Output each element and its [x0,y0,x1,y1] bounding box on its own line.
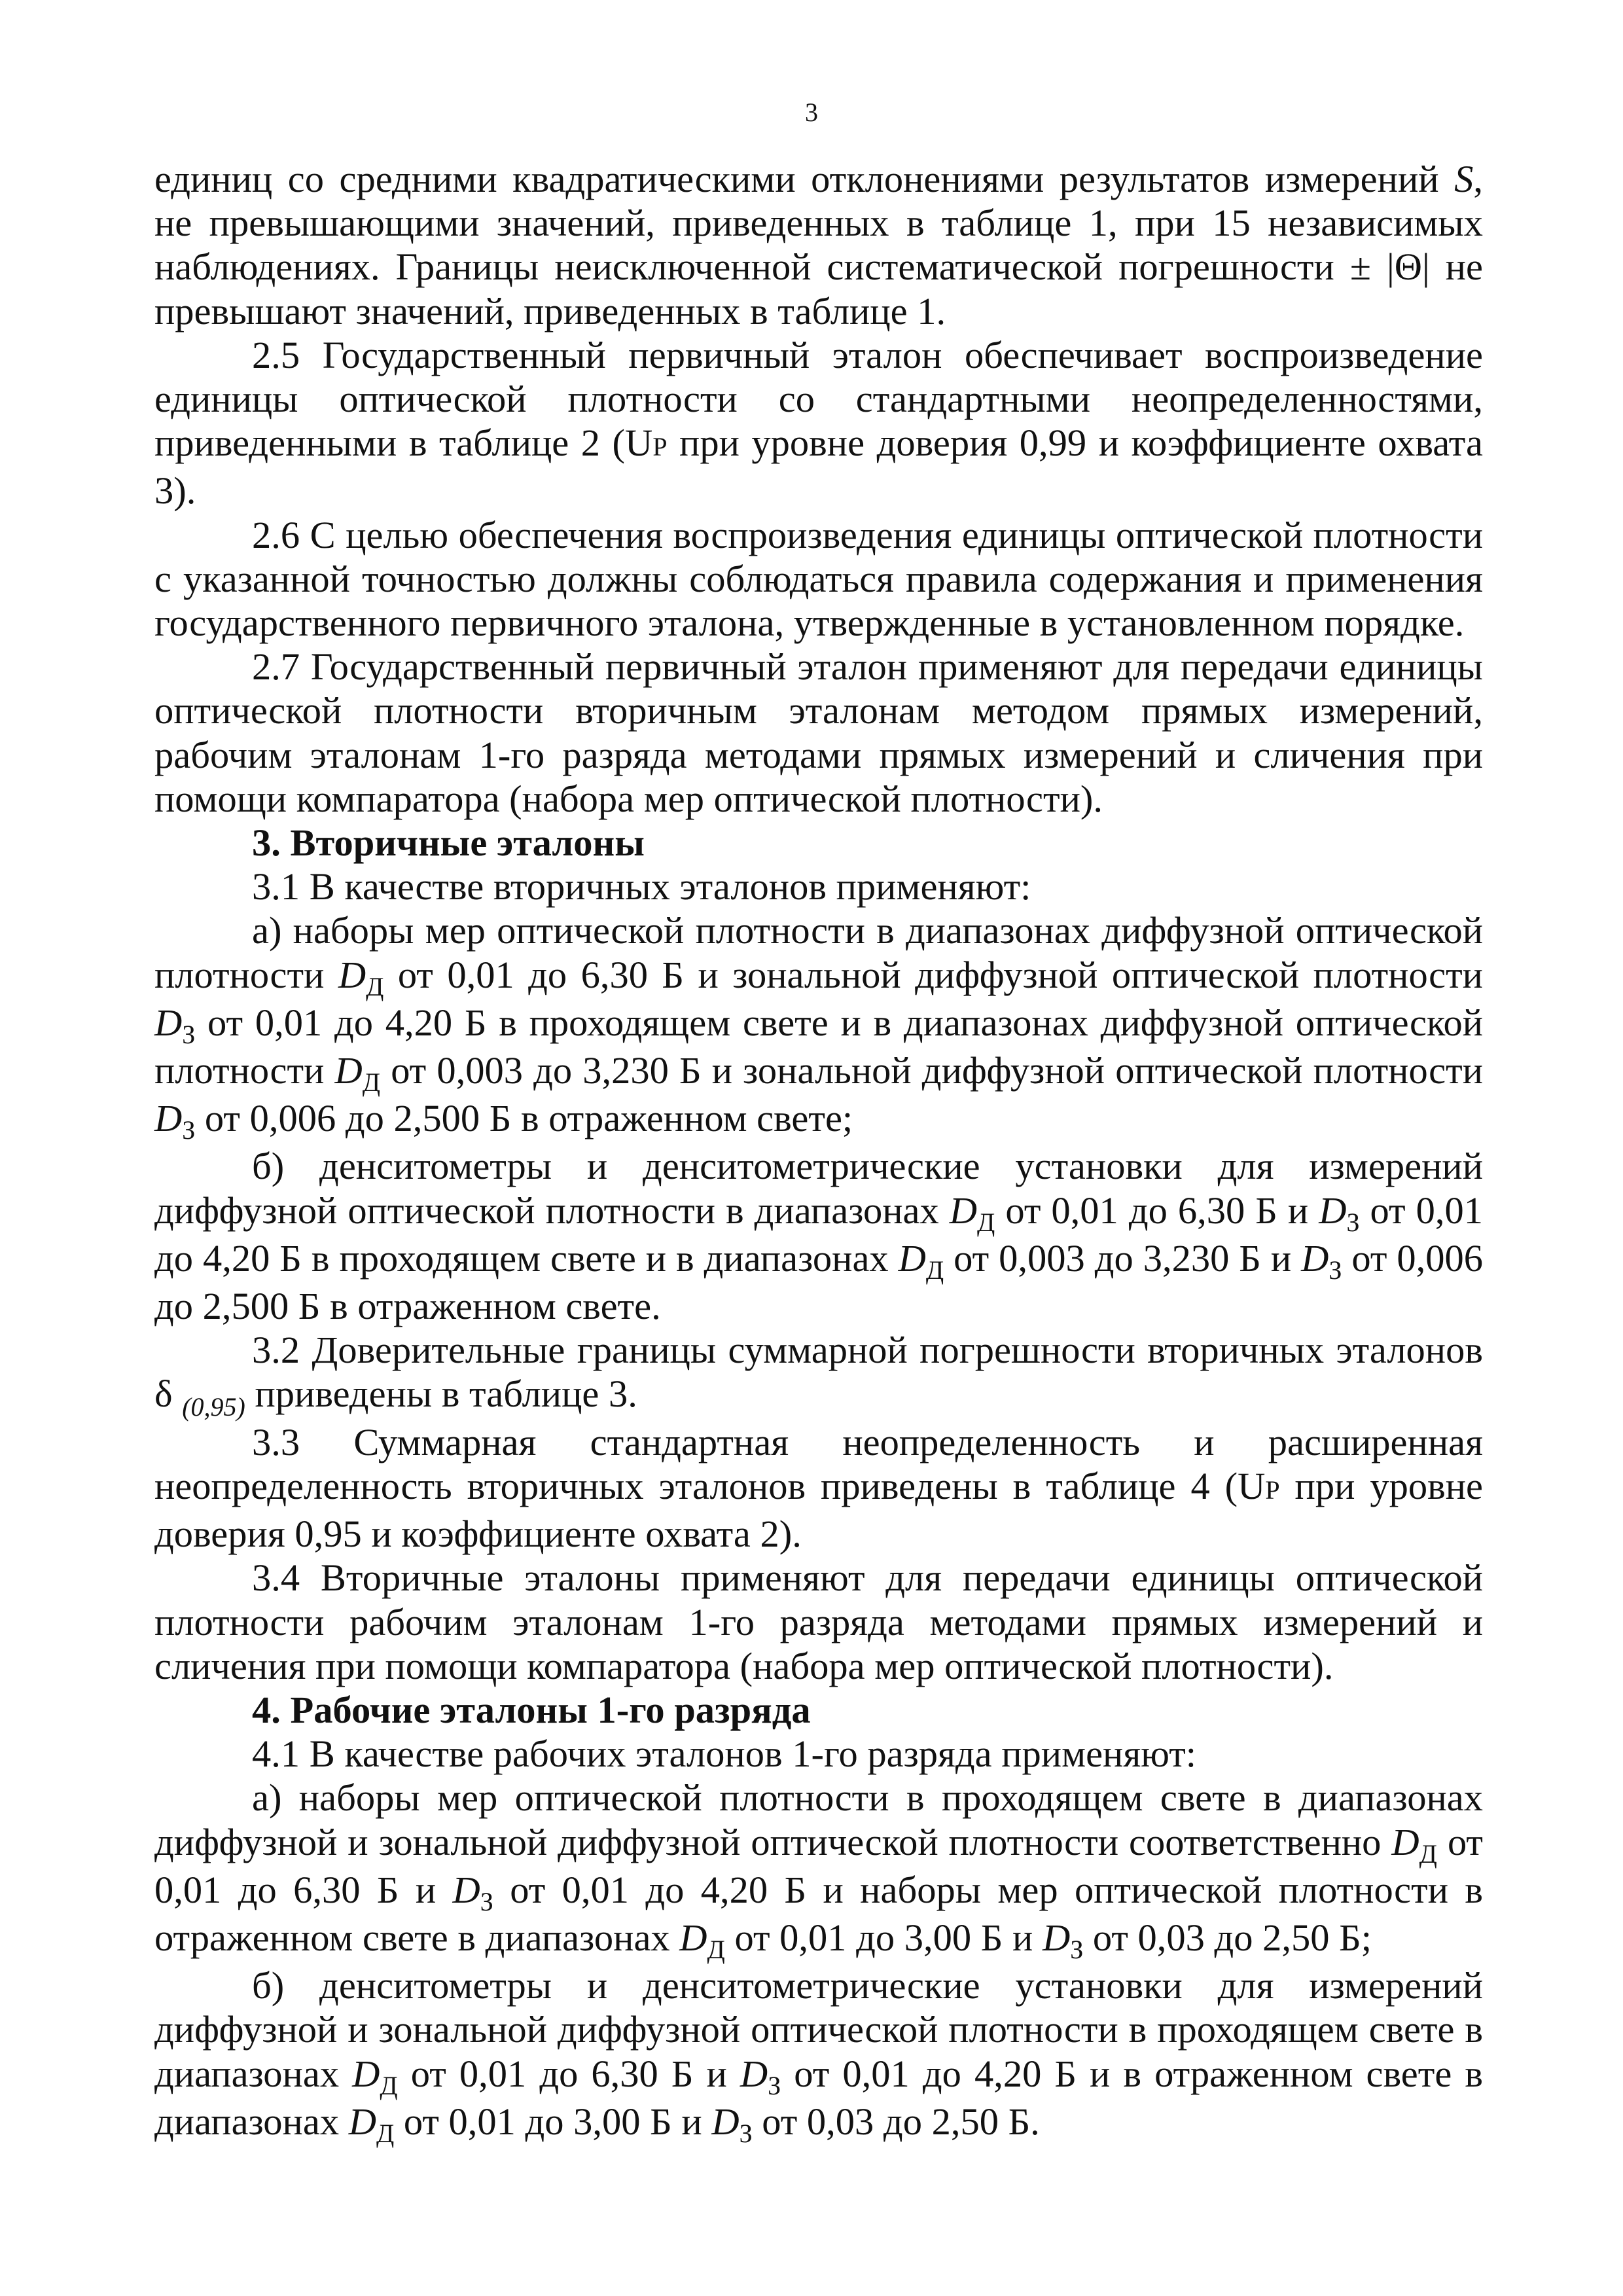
subscript: Д [366,971,384,1001]
symbol-d: D [1301,1236,1329,1280]
symbol-d: D [334,1049,363,1092]
subscript: Д [380,2070,398,2100]
symbol-u: U [625,422,653,465]
symbol-d: D [949,1189,978,1232]
paragraph-3-3 [154,1420,1483,1556]
text-fragment: от 0,01 до 3,00 Б и [394,2100,712,2143]
paragraph-4-1: 4.1 В качестве рабочих эталонов 1-го разряда применяют: [252,1732,1197,1776]
symbol-p-subscript: P [1265,1475,1280,1505]
subscript: Д [707,1934,725,1964]
paragraph-3-1: 3.1 В качестве вторичных эталонов применяют: [252,865,1031,908]
paragraph-4-1-b [154,1964,1483,2147]
subscript: З [480,1886,493,1916]
text-fragment: от 0,003 до 3,230 Б и зональной диффузной оптической плотности [380,1049,1483,1092]
subscript: З [182,1019,196,1049]
document-body [154,157,1483,2147]
symbol-s: S [1454,158,1474,200]
subscript: З [739,2118,753,2148]
text-fragment: от 0,01 до 6,30 Б и зональной диффузной оптической плотности [383,953,1483,996]
text-fragment: от 0,003 до 3,230 Б и [944,1236,1302,1280]
text-fragment: единиц со средними квадратическими отклонениями результатов измерений [154,158,1455,200]
symbol-p-subscript: P [652,432,668,462]
text-fragment: от 0,01 до 6,30 Б и [154,1820,1483,1911]
text-fragment: а) наборы мер оптической плотности в диапазонах диффузной оптической плотности [154,909,1483,996]
paragraph-3-1-a [154,908,1483,1144]
text-fragment: 2.5 Государственный первичный эталон обеспечивает воспроизведение единицы оптической плотности со стандартными неопределенностями, приведенными в таблице 2 ( [154,333,1483,465]
text-fragment: от 0,01 до 6,30 Б и [995,1189,1319,1232]
text-fragment: от 0,03 до 2,50 Б; [1083,1916,1372,1959]
symbol-d: D [352,2052,380,2095]
symbol-d: D [679,1916,707,1959]
page-number: 3 [805,98,818,127]
text-fragment: а) наборы мер оптической плотности в проходящем свете в диапазонах диффузной и зональной диффузной оптической плотности соответственно [154,1776,1483,1863]
symbol-d: D [154,1001,183,1044]
paragraph-continuation [154,157,1483,333]
section-heading-3: 3. Вторичные эталоны [252,821,645,865]
symbol-u: U [1238,1464,1266,1507]
text-fragment: б) денситометры и денситометрические установки для измерений диффузной и зональной диффузной оптической плотности в проходящем свете в диапазонах [154,1964,1483,2095]
subscript: Д [362,1067,381,1098]
text-fragment: от 0,006 до 2,500 Б в отраженном свете. [154,1236,1483,1328]
text-fragment: при уровне доверия 0,99 и коэффициенте охвата 3). [154,422,1483,512]
subscript: З [1329,1255,1342,1285]
subscript: Д [1419,1839,1437,1869]
subscript: З [1070,1934,1084,1964]
paragraph-2-5 [154,333,1483,513]
symbol-d: D [452,1868,480,1911]
paragraph-2-7: 2.7 Государственный первичный эталон применяют для передачи единицы оптической плотности вторичным эталонам методом прямых измерений, рабочим эталонам 1-го разряда методами прямых измерений и сличения при помощи компаратора (набора мер оптической плотности). [154,645,1483,820]
section-heading-4: 4. Рабочие эталоны 1-го разряда [252,1688,811,1731]
text-fragment: б) денситометры и денситометрические установки для измерений диффузной оптической плотности в диапазонах [154,1145,1483,1232]
text-fragment: от 0,01 до 4,20 Б и наборы мер оптической плотности в отраженном свете в диапазонах [154,1868,1483,1959]
symbol-d: D [1042,1916,1071,1959]
text-fragment: приведены в таблице 3. [245,1372,637,1416]
paragraph-2-6: 2.6 С целью обеспечения воспроизведения единицы оптической плотности с указанной точностью должны соблюдаться правила содержания и применения государственного первичного эталона, утвержденные в установленном порядке. [154,513,1483,645]
subscript: (0,95) [182,1392,245,1422]
symbol-d: D [898,1236,926,1280]
text-fragment: , не превышающими значений, приведенных в таблице 1, при 15 независимых наблюдениях. Границы неисключенной систематической погрешности ± |Θ| не превышают значений, приведенных в таблице 1. [154,158,1483,332]
text-fragment: от 0,03 до 2,50 Б. [752,2100,1040,2143]
text-fragment: от 0,01 до 4,20 Б в проходящем свете и в диапазонах диффузной оптической плотности [154,1001,1483,1092]
text-fragment: 3.2 Доверительные границы суммарной погрешности вторичных эталонов δ [154,1329,1483,1416]
symbol-d: D [711,2100,740,2143]
text-fragment: при уровне доверия 0,95 и коэффициенте охвата 2). [154,1464,1483,1556]
text-fragment: от 0,01 до 3,00 Б и [724,1916,1043,1959]
paragraph-3-4: 3.4 Вторичные эталоны применяют для передачи единицы оптической плотности рабочим эталонам 1-го разряда методами прямых измерений и сличения при помощи компаратора (набора мер оптической плотности). [154,1556,1483,1687]
text-fragment: от 0,006 до 2,500 Б в отраженном свете; [195,1097,853,1140]
text-fragment: от 0,01 до 6,30 Б и [397,2052,740,2095]
symbol-d: D [1391,1820,1419,1863]
symbol-d: D [348,2100,376,2143]
paragraph-3-1-b [154,1144,1483,1328]
symbol-d: D [338,953,366,996]
paragraph-4-1-a [154,1776,1483,1964]
paragraph-3-2 [154,1328,1483,1420]
subscript: З [1346,1207,1360,1237]
subscript: Д [376,2118,395,2148]
subscript: Д [977,1207,995,1237]
text-fragment: от 0,01 до 4,20 Б и в отраженном свете в диапазонах [154,2052,1483,2143]
symbol-d: D [740,2052,768,2095]
symbol-d: D [1319,1189,1347,1232]
subscript: З [182,1115,196,1145]
subscript: Д [925,1255,944,1285]
subscript: З [768,2070,781,2100]
symbol-d: D [154,1097,183,1140]
text-fragment: от 0,01 до 4,20 Б в проходящем свете и в диапазонах [154,1189,1484,1280]
text-fragment: 3.3 Суммарная стандартная неопределенность и расширенная неопределенность вторичных эталонов приведены в таблице 4 ( [154,1420,1483,1507]
